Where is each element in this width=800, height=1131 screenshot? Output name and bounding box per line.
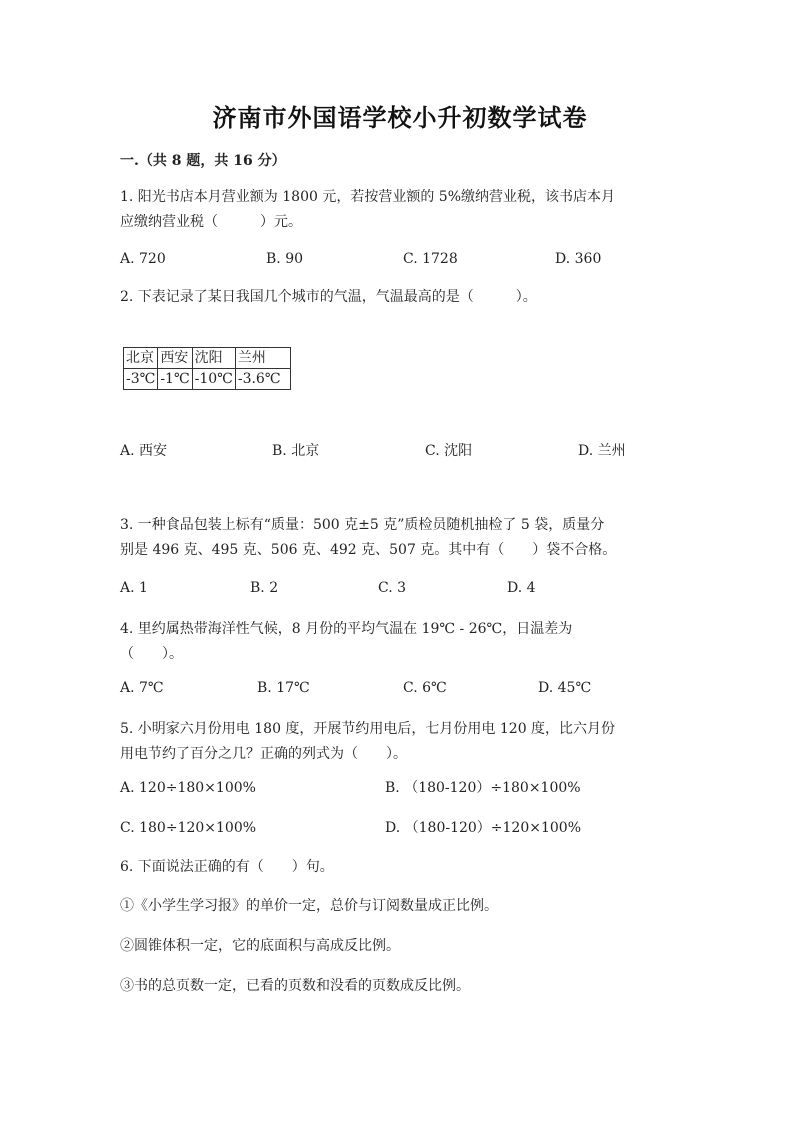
q4-option-b: B. 17℃ [257, 680, 310, 696]
page-title: 济南市外国语学校小升初数学试卷 [212, 103, 588, 132]
table-cell-city: 西安 [158, 348, 192, 369]
q3-option-b: B. 2 [250, 580, 279, 596]
table-row-cities [124, 348, 291, 369]
q4-option-d: D. 45℃ [538, 680, 592, 696]
table-cell-temp: -3℃ [124, 369, 158, 390]
question-4-line-2: （ ）。 [120, 646, 183, 662]
table-cell-city: 兰州 [235, 348, 290, 369]
q6-statement-2: ②圆锥体积一定，它的底面积与高成反比例。 [120, 938, 400, 954]
q3-option-c: C. 3 [378, 580, 407, 596]
q1-option-d: D. 360 [555, 251, 602, 267]
table-row-temps [124, 369, 291, 390]
q2-option-c: C. 沈阳 [425, 443, 473, 459]
question-3-line-2: 别是 496 克、495 克、506 克、492 克、507 克。其中有（ ）袋不合格。 [120, 542, 617, 558]
q2-option-b: B. 北京 [272, 443, 320, 459]
question-2 [120, 285, 680, 310]
q3-option-d: D. 4 [507, 580, 536, 596]
temperature-table [123, 347, 291, 390]
q5-option-c: C. 180÷120×100% [120, 820, 257, 836]
q5-option-b: B. （180-120）÷180×100% [385, 780, 581, 796]
q6-statement-1: ①《小学生学习报》的单价一定，总价与订阅数量成正比例。 [120, 898, 498, 914]
q2-option-a: A. 西安 [120, 443, 168, 459]
question-1-line-2: 应缴纳营业税（ ）元。 [120, 214, 302, 230]
question-2-text: 2. 下表记录了某日我国几个城市的气温，气温最高的是（ ）。 [120, 289, 537, 305]
q5-option-a: A. 120÷180×100% [120, 780, 256, 796]
table-cell-temp: -3.6℃ [235, 369, 290, 390]
table-cell-temp: -10℃ [192, 369, 235, 390]
question-5-line-1: 5. 小明家六月份用电 180 度，开展节约用电后，七月份用电 120 度，比六月份 [120, 721, 616, 737]
q4-option-a: A. 7℃ [120, 680, 164, 696]
table-cell-city: 北京 [124, 348, 158, 369]
q6-statement-3: ③书的总页数一定，已看的页数和没看的页数成反比例。 [120, 978, 470, 994]
q1-option-b: B. 90 [266, 251, 304, 267]
q3-option-a: A. 1 [120, 580, 148, 596]
question-1 [120, 185, 680, 235]
q5-option-d: D. （180-120）÷120×100% [385, 820, 582, 836]
question-6-text: 6. 下面说法正确的有（ ）句。 [120, 859, 334, 875]
q2-option-d: D. 兰州 [578, 443, 626, 459]
question-3-line-1: 3. 一种食品包装上标有“质量：500 克±5 克”质检员随机抽检了 5 袋，质量分 [120, 517, 605, 533]
q1-option-a: A. 720 [120, 251, 166, 267]
question-6 [120, 855, 680, 880]
question-4 [120, 617, 680, 667]
question-4-line-1: 4. 里约属热带海洋性气候，8 月份的平均气温在 19℃ - 26℃，日温差为 [120, 621, 573, 637]
q1-option-c: C. 1728 [403, 251, 458, 267]
question-3 [120, 513, 680, 563]
question-5 [120, 717, 680, 767]
question-5-line-2: 用电节约了百分之几？正确的列式为（ ）。 [120, 746, 407, 762]
question-1-line-1: 1. 阳光书店本月营业额为 1800 元，若按营业额的 5%缴纳营业税，该书店本月 [120, 189, 615, 205]
section-heading: 一.（共 8 题，共 16 分） [120, 153, 286, 169]
q4-option-c: C. 6℃ [403, 680, 447, 696]
table-cell-city: 沈阳 [192, 348, 235, 369]
table-cell-temp: -1℃ [158, 369, 192, 390]
